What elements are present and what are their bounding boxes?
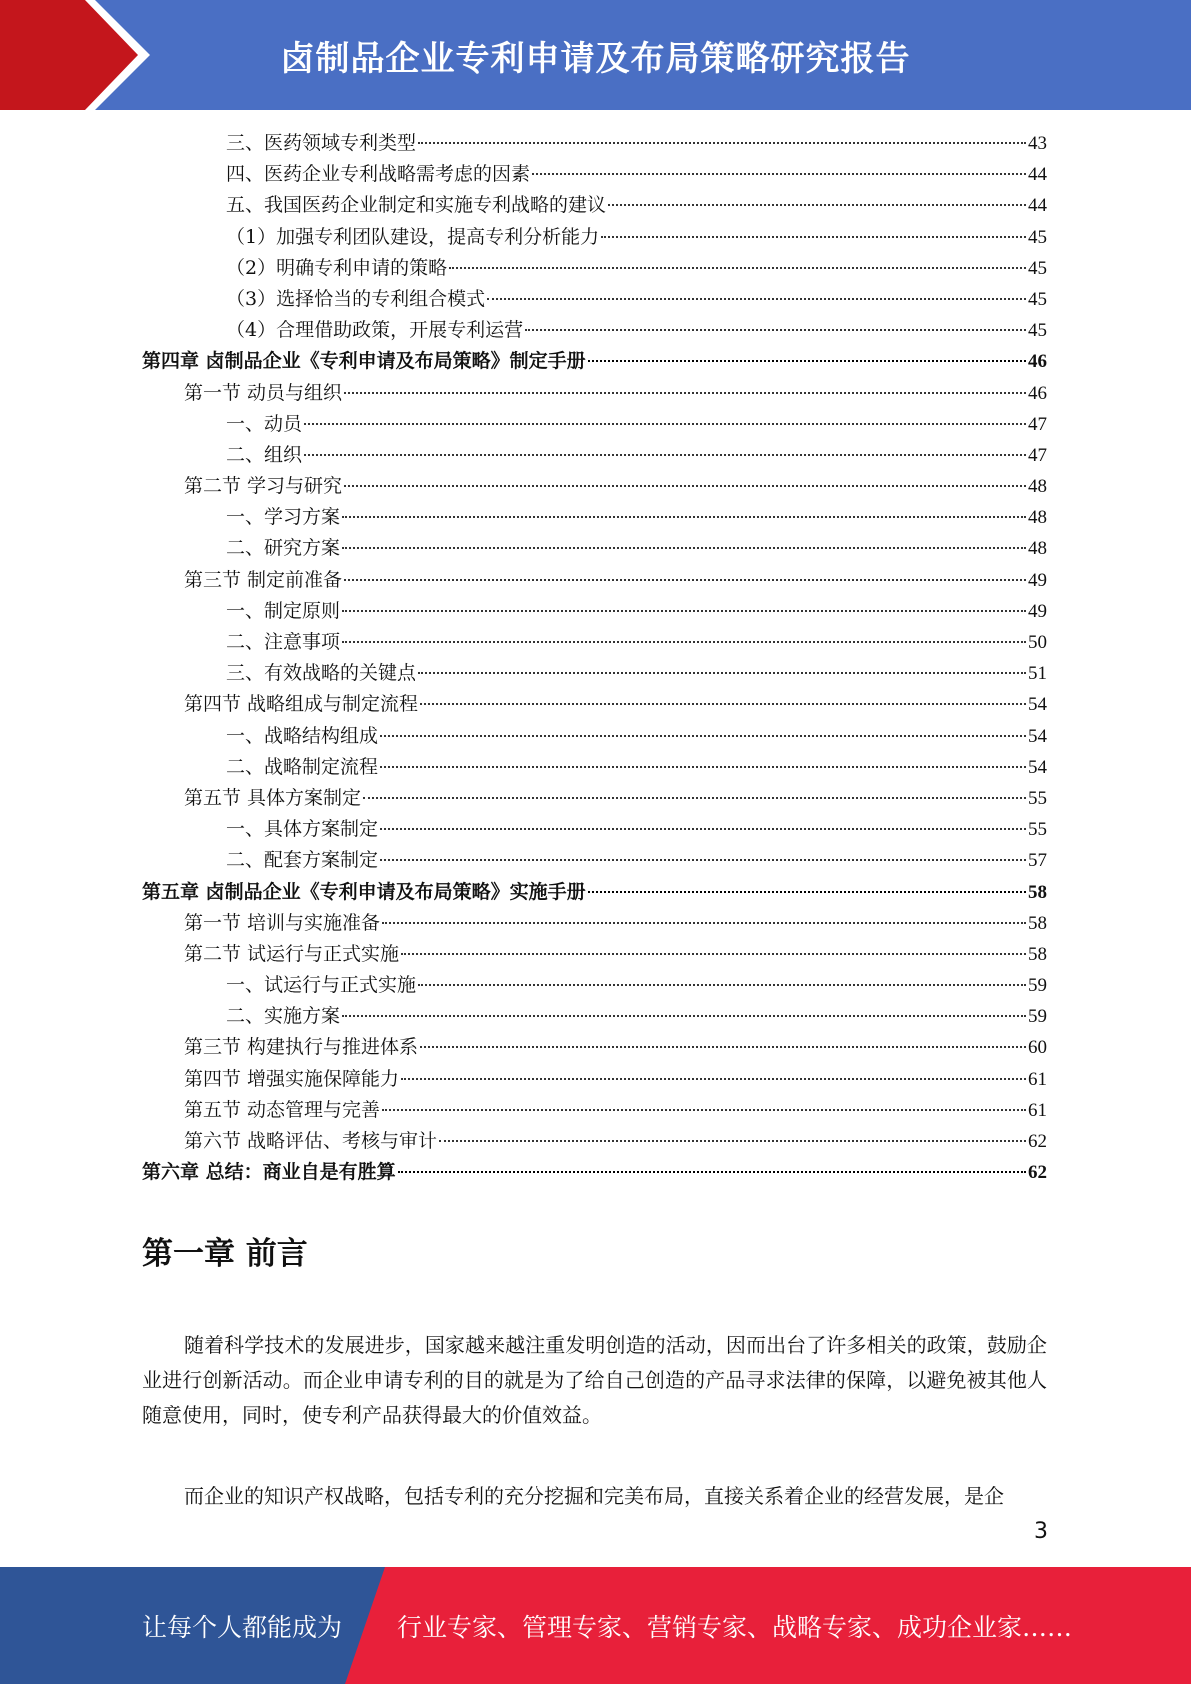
toc-dot-leader — [398, 1171, 1026, 1173]
toc-entry-label: （3）选择恰当的专利组合模式 — [226, 287, 486, 310]
footer-slogan-right: 行业专家、管理专家、营销专家、战略专家、成功企业家…… — [397, 1612, 1073, 1642]
toc-entry-label: 二、实施方案 — [226, 1005, 341, 1028]
toc-entry-label: 第六章 总结：商业自是有胜算 — [142, 1161, 396, 1184]
body-paragraph: 而企业的知识产权战略，包括专利的充分挖掘和完美布局，直接关系着企业的经营发展，是企 — [184, 1484, 1004, 1508]
toc-entry[interactable] — [142, 783, 1047, 814]
toc-entry-label: 第三节 构建执行与推进体系 — [184, 1036, 419, 1059]
toc-entry-label: 二、研究方案 — [226, 537, 341, 560]
toc-dot-leader — [588, 891, 1026, 893]
toc-entry-label: 三、有效战略的关键点 — [226, 662, 417, 685]
toc-entry[interactable] — [142, 378, 1047, 409]
toc-entry-page: 58 — [1028, 881, 1047, 903]
toc-entry[interactable] — [142, 222, 1047, 253]
toc-entry-label: 第三节 制定前准备 — [184, 568, 343, 591]
toc-entry[interactable] — [142, 190, 1047, 221]
toc-dot-leader — [601, 236, 1026, 238]
table-of-contents — [142, 128, 1047, 1188]
toc-entry-label: 第五章 卤制品企业《专利申请及布局策略》实施手册 — [142, 880, 586, 903]
toc-entry[interactable] — [142, 346, 1047, 377]
toc-entry[interactable] — [142, 1064, 1047, 1095]
toc-dot-leader — [380, 828, 1026, 830]
toc-dot-leader — [418, 672, 1026, 674]
toc-entry-page: 48 — [1028, 507, 1047, 529]
toc-dot-leader — [401, 953, 1026, 955]
toc-entry-label: 一、制定原则 — [226, 599, 341, 622]
toc-dot-leader — [382, 922, 1026, 924]
toc-entry[interactable] — [142, 627, 1047, 658]
toc-dot-leader — [418, 142, 1026, 144]
toc-dot-leader — [342, 610, 1026, 612]
toc-entry-page: 44 — [1028, 195, 1047, 217]
toc-dot-leader — [380, 735, 1026, 737]
toc-entry-page: 48 — [1028, 476, 1047, 498]
toc-entry-page: 62 — [1028, 1162, 1047, 1184]
toc-entry-label: 第四节 增强实施保障能力 — [184, 1067, 400, 1090]
toc-entry-page: 58 — [1028, 912, 1047, 934]
toc-dot-leader — [342, 516, 1026, 518]
toc-dot-leader — [344, 485, 1026, 487]
toc-entry-page: 58 — [1028, 943, 1047, 965]
toc-entry-page: 60 — [1028, 1037, 1047, 1059]
toc-dot-leader — [304, 423, 1026, 425]
toc-entry[interactable] — [142, 471, 1047, 502]
toc-entry-page: 46 — [1028, 382, 1047, 404]
toc-entry-label: 第一节 培训与实施准备 — [184, 911, 381, 934]
toc-entry-page: 45 — [1028, 288, 1047, 310]
toc-entry[interactable] — [142, 689, 1047, 720]
toc-entry-page: 55 — [1028, 819, 1047, 841]
toc-entry-page: 54 — [1028, 694, 1047, 716]
toc-entry[interactable] — [142, 1032, 1047, 1063]
toc-entry[interactable] — [142, 440, 1047, 471]
body-paragraph: 随着科学技术的发展进步，国家越来越注重发明创造的活动，因而出台了许多相关的政策，鼓励企业进行创新活动。而企业申请专利的目的就是为了给自己创造的产品寻求法律的保障，以避免被其他人随意使用，同时，使专利产品获得最大的价值效益。 — [142, 1333, 1047, 1427]
toc-dot-leader — [344, 392, 1026, 394]
toc-entry-page: 45 — [1028, 320, 1047, 342]
toc-entry[interactable] — [142, 877, 1047, 908]
toc-entry-page: 43 — [1028, 133, 1047, 154]
toc-entry[interactable] — [142, 284, 1047, 315]
page-header — [0, 0, 1191, 110]
toc-entry[interactable] — [142, 939, 1047, 970]
toc-dot-leader — [532, 173, 1026, 175]
toc-entry-page: 54 — [1028, 725, 1047, 747]
toc-entry-page: 59 — [1028, 1006, 1047, 1028]
toc-entry-label: 一、动员 — [226, 412, 303, 435]
toc-dot-leader — [344, 579, 1026, 581]
toc-entry-label: 第五节 动态管理与完善 — [184, 1098, 381, 1121]
toc-entry-page: 61 — [1028, 1068, 1047, 1090]
toc-entry-label: 第一节 动员与组织 — [184, 381, 343, 404]
toc-entry-label: 二、注意事项 — [226, 631, 341, 653]
toc-dot-leader — [420, 703, 1026, 705]
toc-entry[interactable] — [142, 128, 1047, 159]
toc-entry-label: 一、试运行与正式实施 — [226, 974, 417, 997]
toc-entry[interactable] — [142, 596, 1047, 627]
toc-entry[interactable] — [142, 658, 1047, 689]
document-title: 卤制品企业专利申请及布局策略研究报告 — [280, 38, 911, 79]
toc-dot-leader — [342, 547, 1026, 549]
toc-entry-label: 三、医药领域专利类型 — [226, 132, 417, 154]
toc-entry-page: 59 — [1028, 975, 1047, 997]
toc-entry-label: 二、组织 — [226, 443, 303, 466]
toc-entry[interactable] — [142, 533, 1047, 564]
toc-entry-page: 45 — [1028, 257, 1047, 279]
toc-dot-leader — [439, 1140, 1026, 1142]
toc-entry[interactable] — [142, 908, 1047, 939]
toc-entry-label: 一、战略结构组成 — [226, 724, 379, 747]
toc-entry-page: 55 — [1028, 787, 1047, 809]
toc-entry-label: 第四节 战略组成与制定流程 — [184, 693, 419, 716]
toc-entry[interactable] — [142, 1001, 1047, 1032]
toc-dot-leader — [304, 454, 1026, 456]
toc-entry-label: 二、战略制定流程 — [226, 755, 379, 778]
toc-dot-leader — [420, 1046, 1026, 1048]
footer-slogan-left: 让每个人都能成为 — [142, 1612, 343, 1642]
toc-entry-label: 第五节 具体方案制定 — [184, 786, 362, 809]
toc-dot-leader — [401, 1078, 1026, 1080]
toc-dot-leader — [363, 797, 1026, 799]
page-footer — [0, 1567, 1191, 1684]
toc-entry[interactable] — [142, 159, 1047, 190]
toc-entry-page: 51 — [1028, 663, 1047, 685]
toc-entry[interactable] — [142, 565, 1047, 596]
toc-dot-leader — [525, 329, 1026, 331]
toc-dot-leader — [487, 298, 1026, 300]
toc-entry-page: 50 — [1028, 632, 1047, 653]
toc-entry-page: 62 — [1028, 1131, 1047, 1152]
toc-entry-label: （2）明确专利申请的策略 — [226, 256, 448, 279]
toc-entry-page: 49 — [1028, 600, 1047, 622]
toc-entry-page: 54 — [1028, 756, 1047, 778]
toc-entry-page: 47 — [1028, 444, 1047, 466]
toc-entry[interactable] — [142, 752, 1047, 783]
toc-dot-leader — [449, 267, 1026, 269]
toc-entry[interactable] — [142, 253, 1047, 284]
toc-entry[interactable] — [142, 502, 1047, 533]
toc-dot-leader — [380, 766, 1026, 768]
page-number: 3 — [1034, 1519, 1048, 1544]
toc-dot-leader — [382, 1109, 1026, 1111]
toc-entry[interactable] — [142, 721, 1047, 752]
toc-entry-page: 45 — [1028, 226, 1047, 248]
toc-entry[interactable] — [142, 970, 1047, 1001]
toc-entry-label: 第二节 试运行与正式实施 — [184, 942, 400, 965]
toc-entry-label: 第六节 战略评估、考核与审计 — [184, 1130, 438, 1152]
toc-entry-label: 五、我国医药企业制定和实施专利战略的建议 — [226, 194, 607, 217]
toc-entry-page: 46 — [1028, 351, 1047, 373]
toc-entry-label: （1）加强专利团队建设，提高专利分析能力 — [226, 225, 600, 248]
toc-entry-page: 57 — [1028, 850, 1047, 872]
toc-entry-page: 49 — [1028, 569, 1047, 591]
toc-entry-label: 第二节 学习与研究 — [184, 475, 343, 498]
toc-dot-leader — [608, 204, 1026, 206]
toc-dot-leader — [380, 859, 1026, 861]
toc-entry-label: 二、配套方案制定 — [226, 849, 379, 872]
toc-dot-leader — [342, 641, 1026, 643]
chapter-heading: 第一章 前言 — [142, 1236, 308, 1272]
toc-entry-label: （4）合理借助政策，开展专利运营 — [226, 319, 524, 342]
toc-entry[interactable] — [142, 845, 1047, 876]
toc-entry-label: 第四章 卤制品企业《专利申请及布局策略》制定手册 — [142, 350, 586, 373]
toc-entry[interactable] — [142, 315, 1047, 346]
toc-entry[interactable] — [142, 1126, 1047, 1157]
toc-dot-leader — [342, 1015, 1026, 1017]
toc-entry-label: 一、学习方案 — [226, 506, 341, 529]
toc-entry[interactable] — [142, 1095, 1047, 1126]
toc-dot-leader — [588, 360, 1026, 362]
toc-entry[interactable] — [142, 1157, 1047, 1188]
toc-entry-page: 47 — [1028, 413, 1047, 435]
toc-entry-page: 61 — [1028, 1099, 1047, 1121]
header-arrow-decoration — [0, 0, 150, 110]
toc-dot-leader — [418, 984, 1026, 986]
toc-entry-page: 44 — [1028, 164, 1047, 186]
toc-entry-page: 48 — [1028, 538, 1047, 560]
toc-entry-label: 四、医药企业专利战略需考虑的因素 — [226, 163, 531, 186]
toc-entry[interactable] — [142, 814, 1047, 845]
toc-entry-label: 一、具体方案制定 — [226, 818, 379, 841]
toc-entry[interactable] — [142, 409, 1047, 440]
